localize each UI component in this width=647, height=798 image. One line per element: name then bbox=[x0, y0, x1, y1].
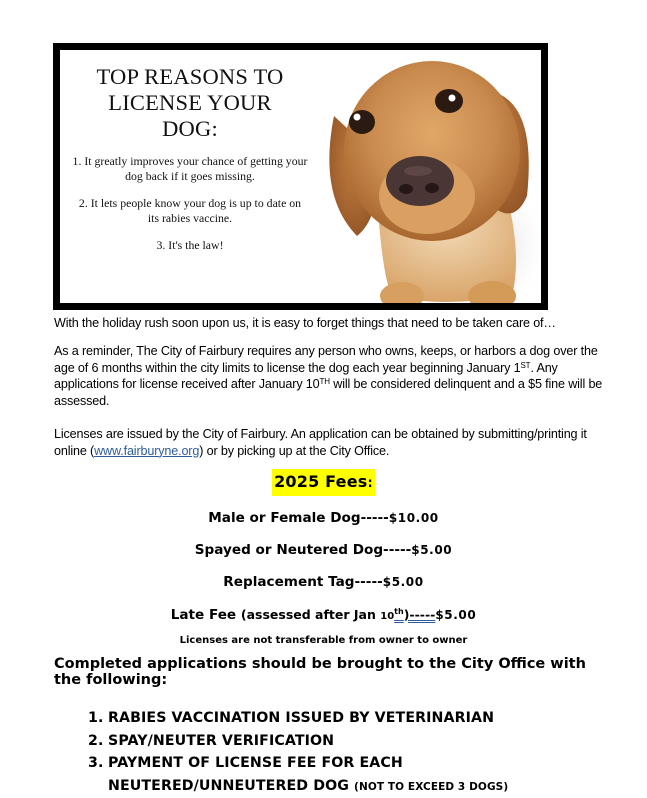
requirement-limit: (NOT TO EXCEED 3 DOGS) bbox=[354, 780, 509, 793]
reminder-text: As a reminder, The City of Fairbury requires any person who owns, keeps, or harbors a dog over the age of 6 months within the city limits to license the dog each year beginning January 1 bbox=[54, 344, 598, 375]
fee-row-male-female bbox=[0, 509, 647, 527]
requirement-item bbox=[88, 730, 608, 753]
poster-text bbox=[68, 64, 312, 265]
ordinal-suffix: TH bbox=[319, 377, 330, 387]
issuance-text: ) or by picking up at the City Office. bbox=[199, 443, 390, 458]
list-number: 3. bbox=[88, 755, 104, 771]
license-poster-image bbox=[53, 43, 548, 310]
requirement-item bbox=[88, 707, 608, 730]
poster-title-line: TOP REASONS TO bbox=[96, 64, 284, 89]
fees-heading bbox=[0, 469, 647, 496]
reminder-text: . Any applications for license received after January 10 bbox=[54, 360, 558, 392]
intro-paragraph: With the holiday rush soon upon us, it is easy to forget things that need to be taken care of… bbox=[54, 316, 556, 330]
fee-condition-close: )----- bbox=[403, 607, 436, 622]
reminder-text: will be considered delinquent and a $5 fine will be assessed. bbox=[54, 377, 603, 408]
fees-title: 2025 Fees bbox=[274, 472, 368, 491]
non-transferable-note: Licenses are not transferable from owner to owner bbox=[179, 635, 468, 646]
ordinal-suffix: th bbox=[394, 607, 404, 616]
issuance-paragraph bbox=[54, 426, 610, 459]
fee-row-replacement-tag bbox=[0, 573, 647, 591]
fee-row-late-fee bbox=[0, 606, 647, 626]
poster-reason-2: 2. It lets people know your dog is up to date on its rabies vaccine. bbox=[78, 196, 302, 225]
fee-amount: $10.00 bbox=[388, 511, 439, 525]
puppy-photo bbox=[322, 46, 548, 310]
fee-label: Replacement Tag----- bbox=[223, 574, 383, 590]
fees-title-highlight bbox=[272, 469, 375, 496]
fees-title-colon: : bbox=[367, 476, 373, 491]
fee-label: Male or Female Dog----- bbox=[208, 510, 389, 526]
poster-title bbox=[68, 64, 312, 142]
fee-amount: $5.00 bbox=[435, 608, 477, 622]
list-number: 2. bbox=[88, 732, 104, 749]
list-number: 1. bbox=[88, 710, 104, 726]
fee-label: Spayed or Neutered Dog----- bbox=[194, 542, 412, 558]
requirement-item bbox=[88, 752, 608, 798]
requirements-list bbox=[88, 707, 608, 798]
fee-amount: $5.00 bbox=[411, 543, 453, 557]
requirement-text: PAYMENT OF LICENSE FEE FOR EACH NEUTERED/UNNEUTERED DOG bbox=[108, 755, 403, 794]
city-website-link[interactable]: www.fairburyne.org bbox=[94, 443, 200, 458]
poster-reason-3: 3. It's the law! bbox=[156, 238, 224, 252]
issuance-text: Licenses are issued by the City of Fairbury. An application can be obtained by submitting/printing it online ( bbox=[54, 427, 587, 458]
fee-day: 10 bbox=[380, 611, 395, 622]
requirement-text: RABIES VACCINATION ISSUED BY VETERINARIAN bbox=[108, 710, 495, 726]
ordinal-suffix: ST bbox=[520, 360, 531, 370]
reminder-paragraph bbox=[54, 343, 610, 409]
fee-amount: $5.00 bbox=[382, 575, 424, 589]
requirement-text: SPAY/NEUTER VERIFICATION bbox=[108, 732, 335, 749]
requirements-heading: Completed applications should be brought to the City Office with the following: bbox=[54, 656, 586, 688]
fee-row-spayed-neutered bbox=[0, 541, 647, 559]
poster-reason-1: 1. It greatly improves your chance of getting your dog back if it goes missing. bbox=[72, 154, 308, 183]
fee-condition: (assessed after Jan bbox=[240, 607, 381, 622]
poster-title-line: DOG: bbox=[162, 116, 218, 141]
fee-label: Late Fee bbox=[170, 607, 241, 623]
poster-title-line: LICENSE YOUR bbox=[108, 90, 272, 115]
